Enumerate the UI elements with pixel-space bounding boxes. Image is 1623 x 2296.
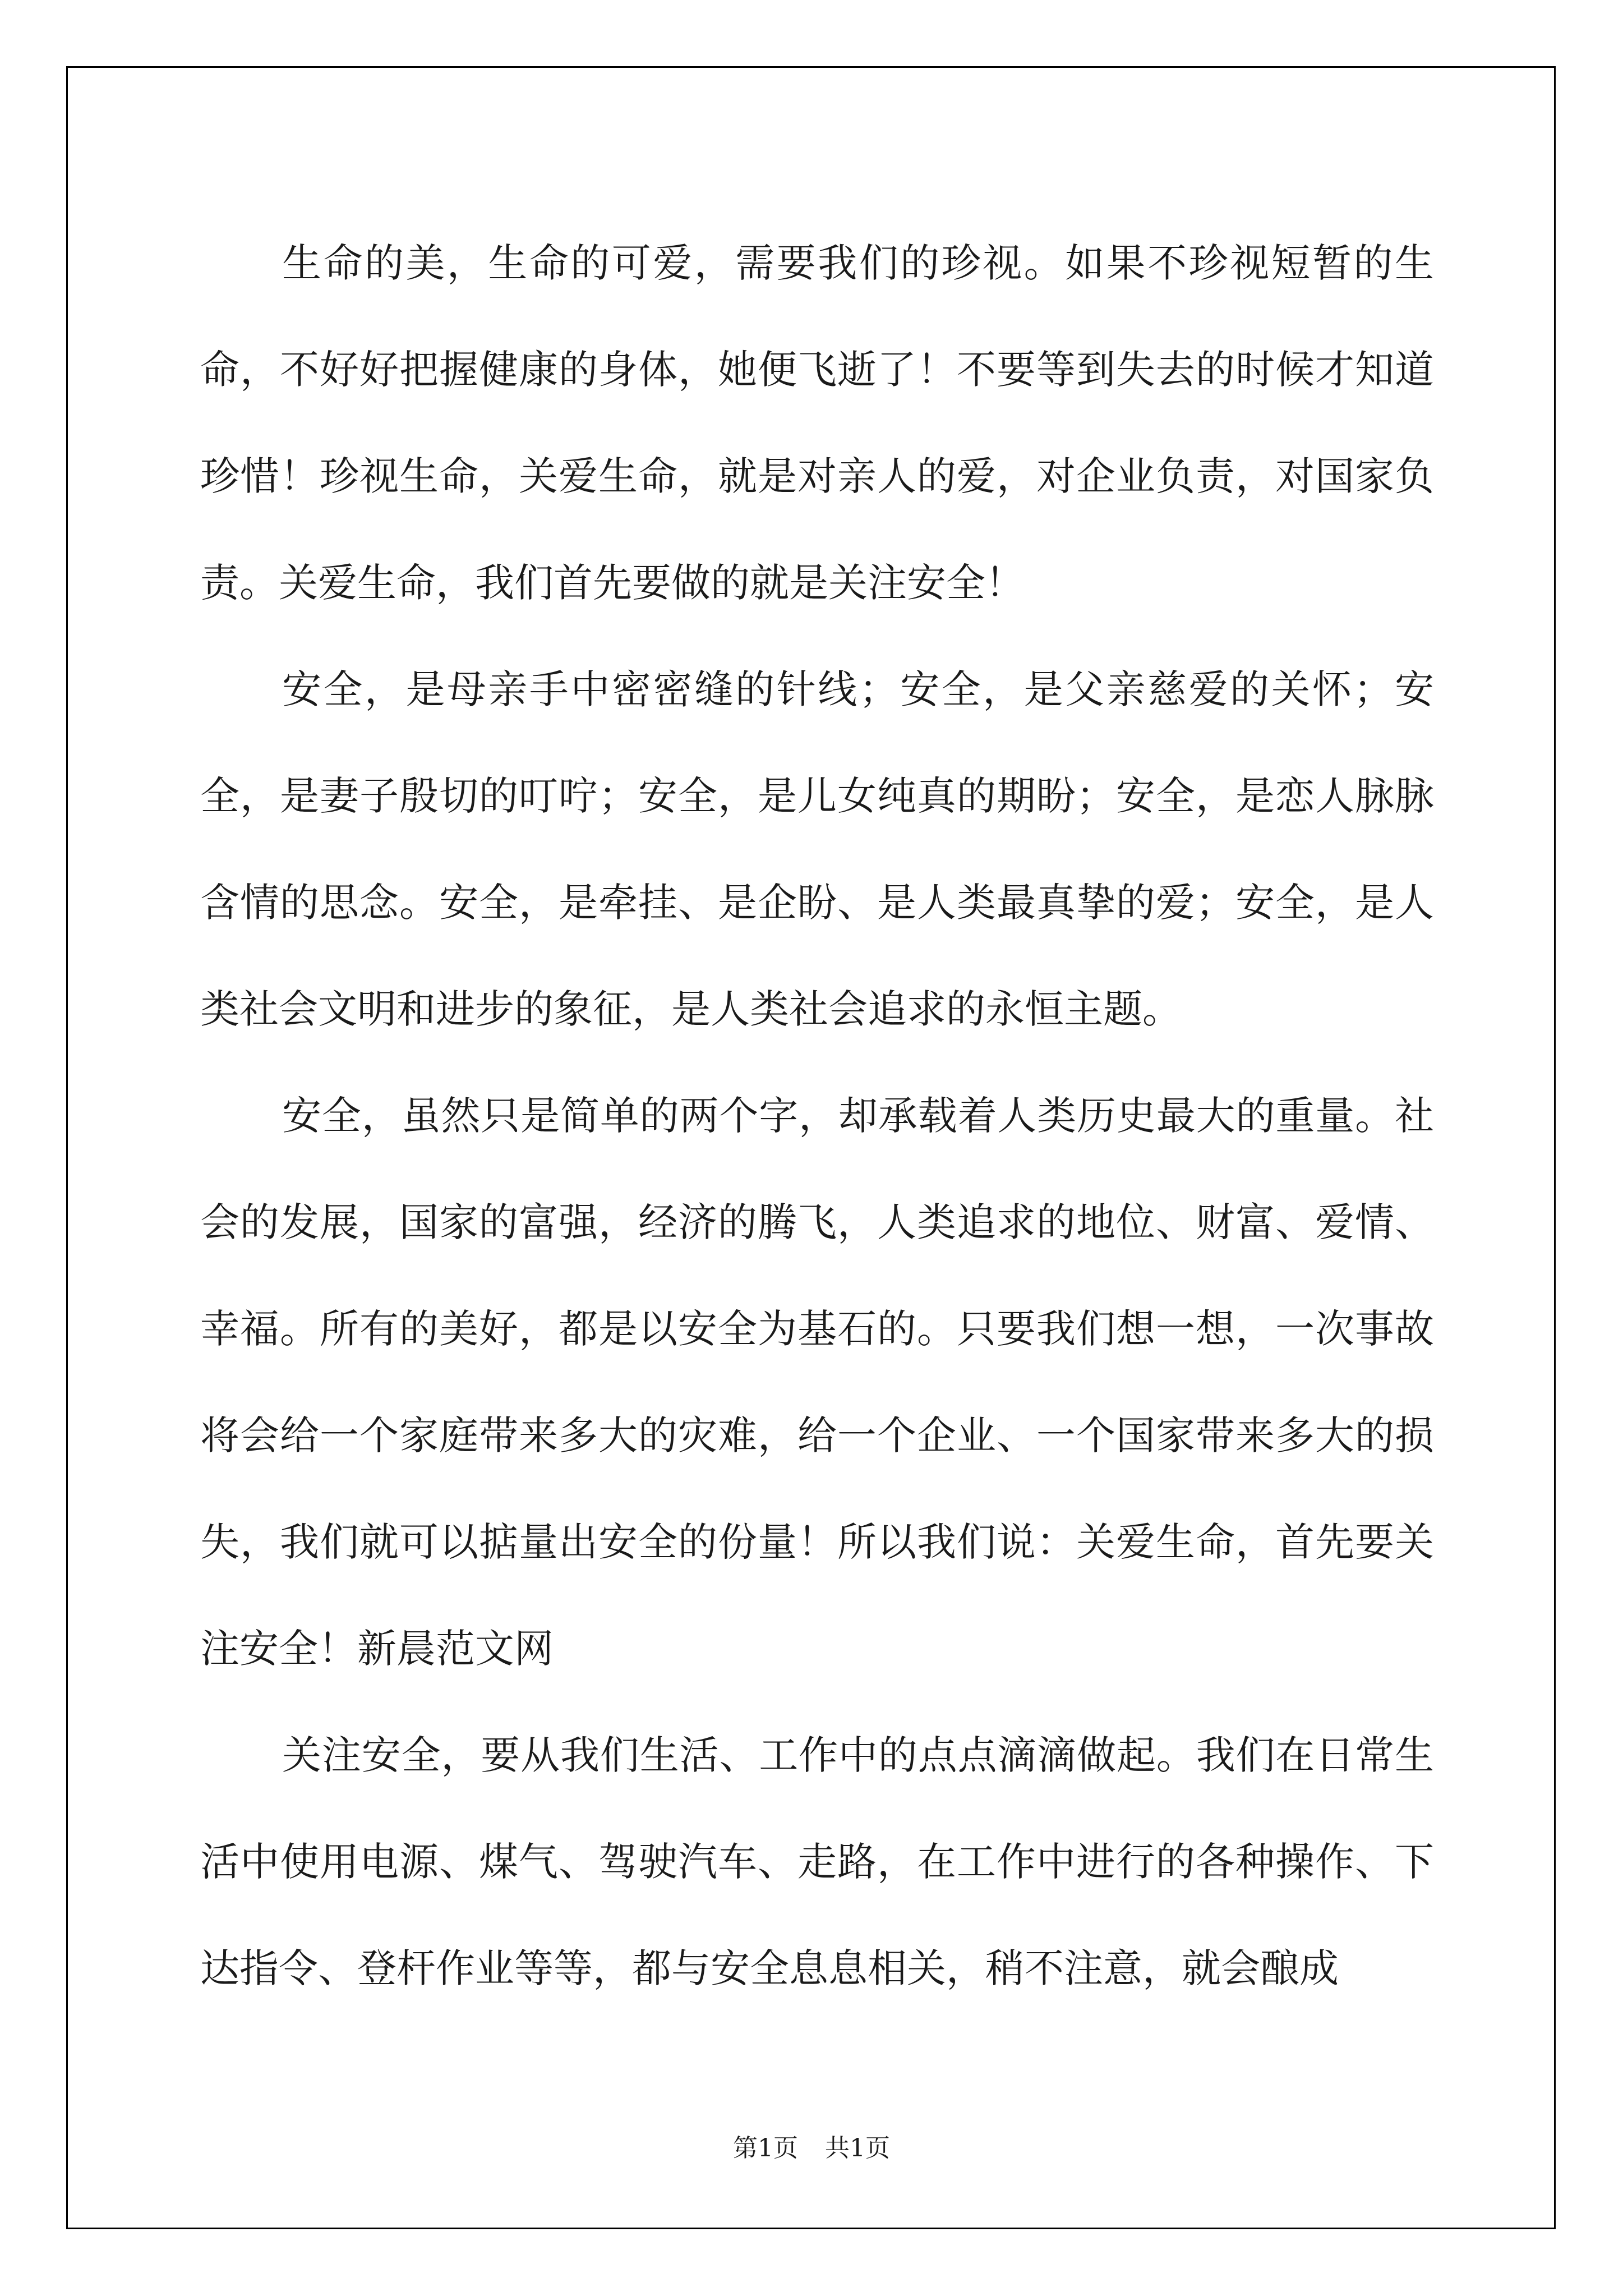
paragraph-3: 安全，虽然只是简单的两个字，却承载着人类历史最大的重量。社会的发展，国家的富强，经济的腾飞，人类追求的地位、财富、爱情、幸福。所有的美好，都是以安全为基石的。只要我们想一想，一次事故将会给一个家庭带来多大的灾难，给一个企业、一个国家带来多大的损失，我们就可以掂量出安全的份量！所以我们说：关爱生命，首先要关注安全！新晨范文网	[200, 1093, 1434, 1672]
paragraph-4: 关注安全，要从我们生活、工作中的点点滴滴做起。我们在日常生活中使用电源、煤气、驾驶汽车、走路，在工作中进行的各种操作、下达指令、登杆作业等等，都与安全息息相关，稍不注意，就会酿成	[200, 1732, 1434, 1991]
page-number-current: 第1页	[733, 2134, 798, 2162]
page-footer	[0, 2128, 1623, 2164]
page-number-total: 共1页	[825, 2134, 890, 2162]
document-body	[200, 210, 1434, 2022]
paragraph-2: 安全，是母亲手中密密缝的针线；安全，是父亲慈爱的关怀；安全，是妻子殷切的叮咛；安全，是儿女纯真的期盼；安全，是恋人脉脉含情的思念。安全，是牵挂、是企盼、是人类最真挚的爱；安全，是人类社会文明和进步的象征，是人类社会追求的永恒主题。	[200, 666, 1434, 1032]
paragraph-1: 生命的美，生命的可爱，需要我们的珍视。如果不珍视短暂的生命，不好好把握健康的身体，她便飞逝了！不要等到失去的时候才知道珍惜！珍视生命，关爱生命，就是对亲人的爱，对企业负责，对国家负责。关爱生命，我们首先要做的就是关注安全！	[200, 240, 1434, 606]
